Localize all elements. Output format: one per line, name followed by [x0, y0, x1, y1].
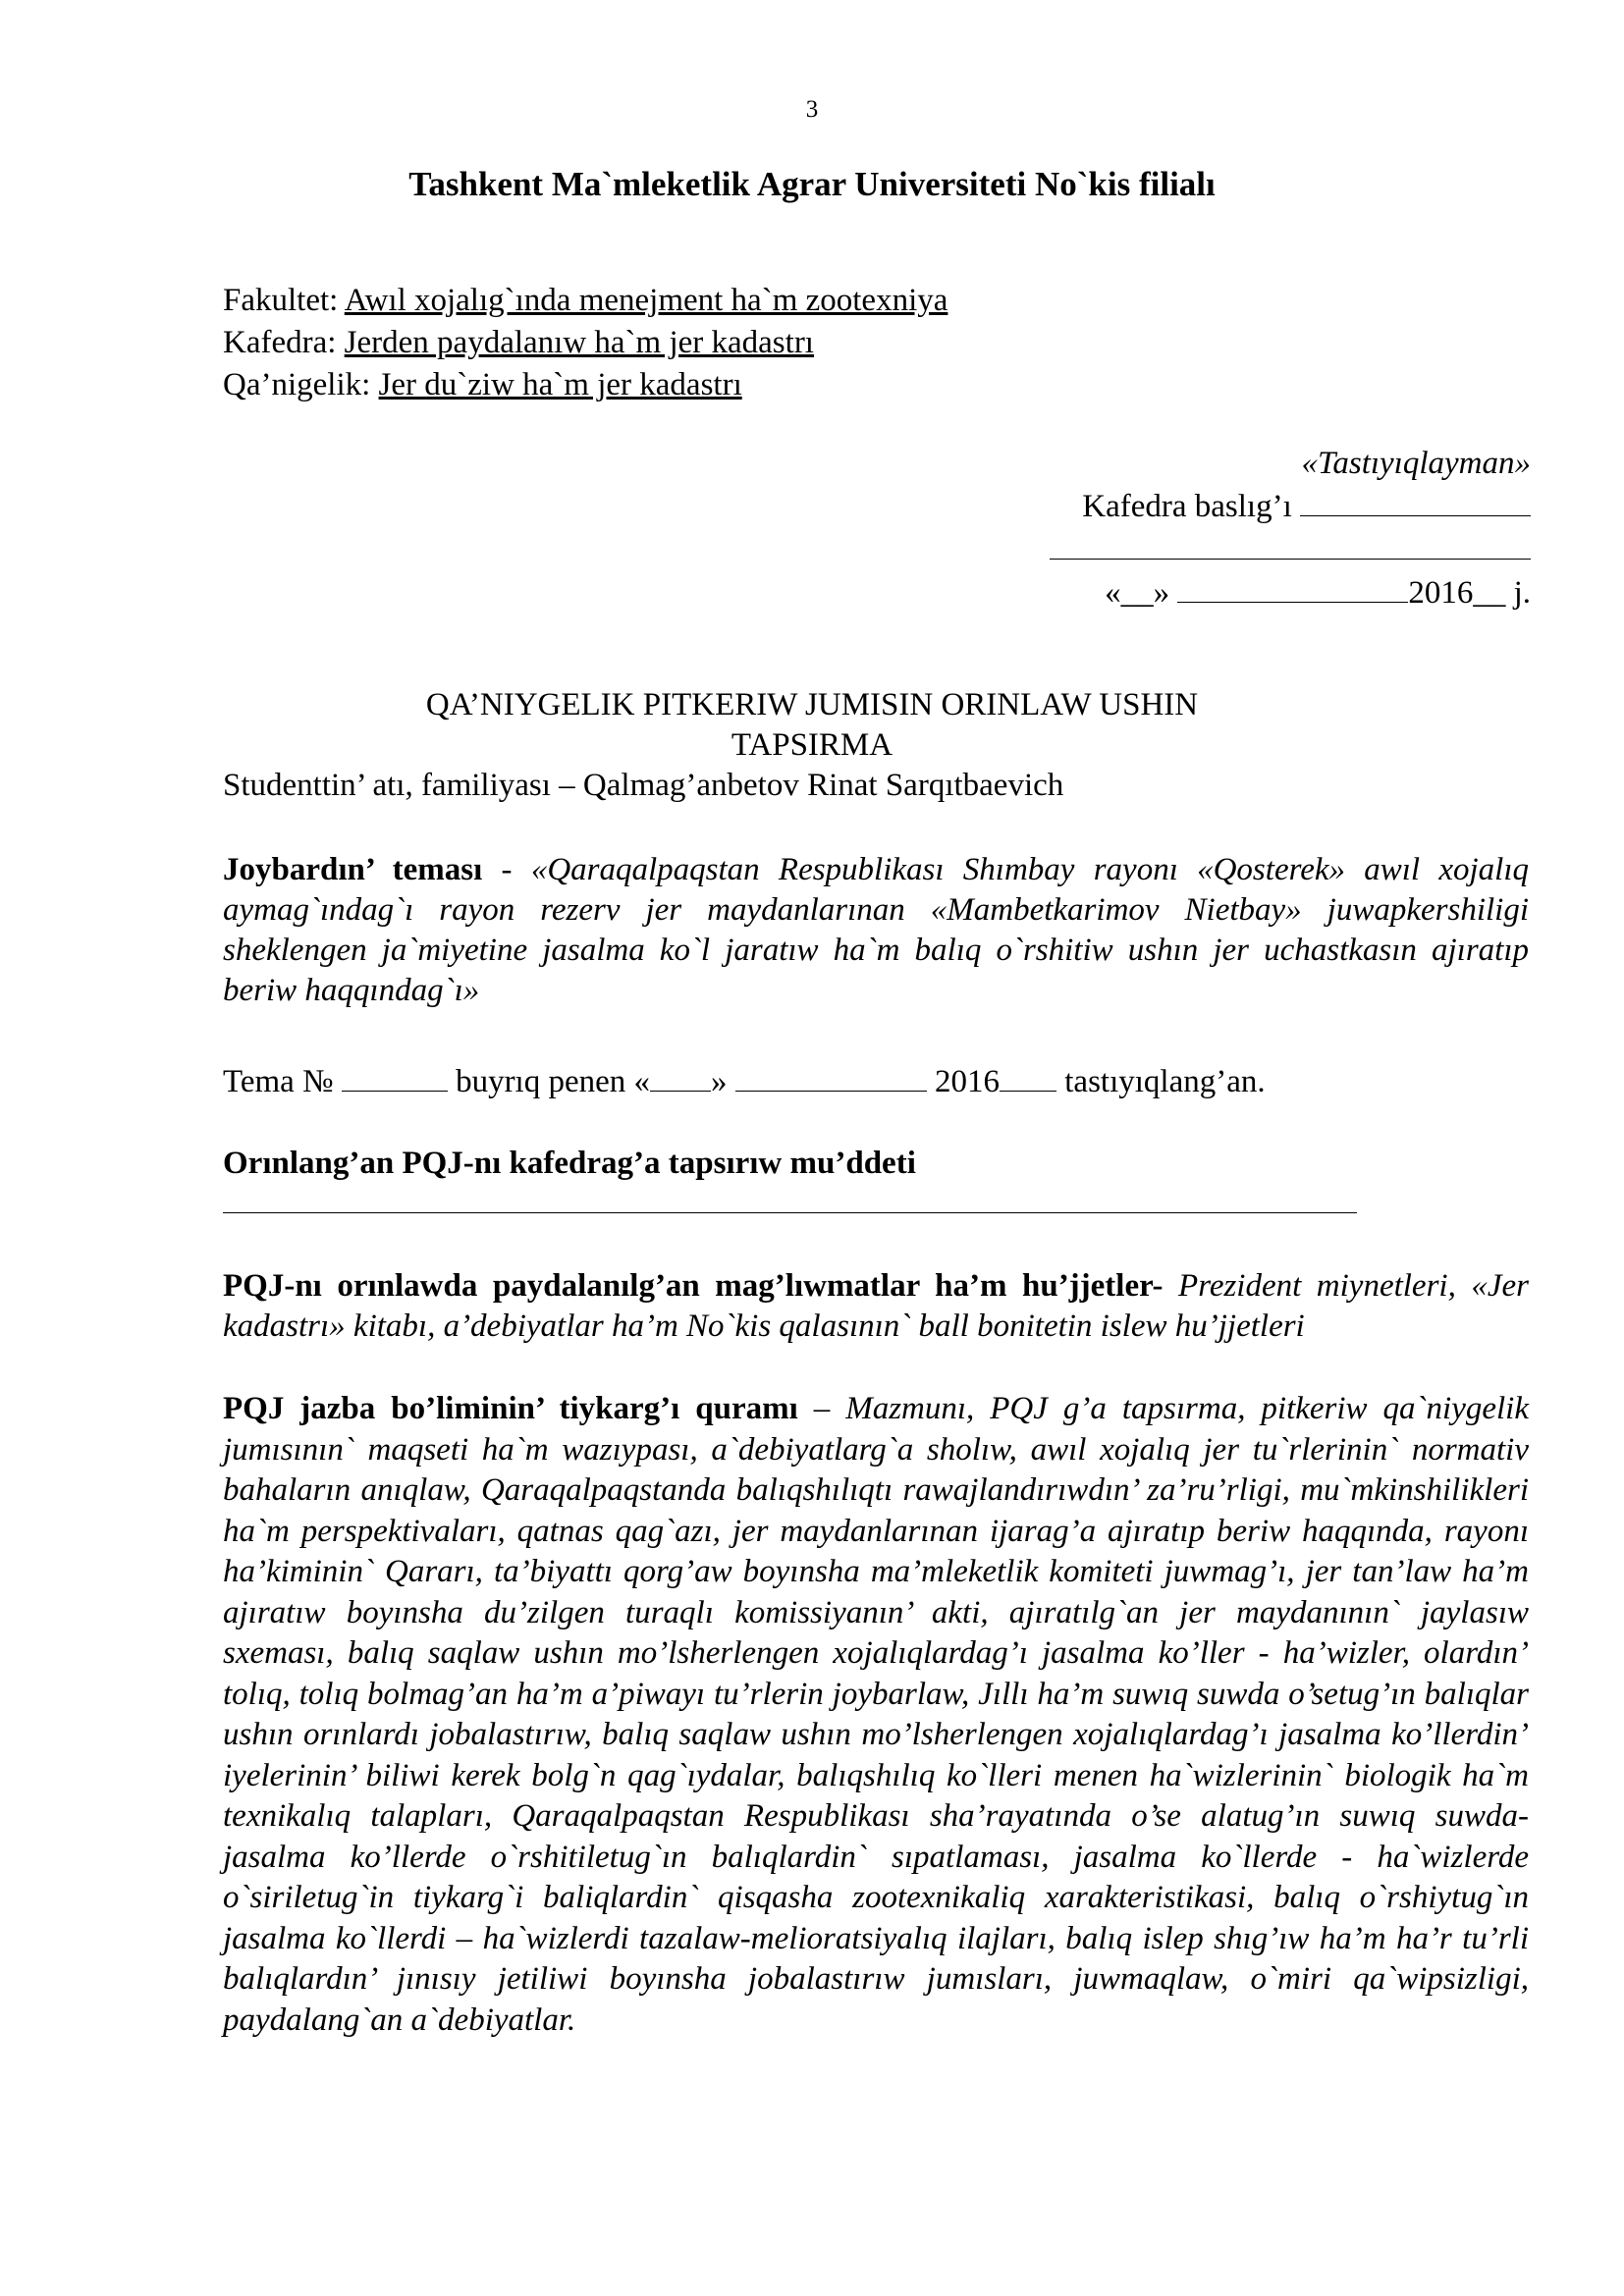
approval-block — [1020, 442, 1531, 614]
approve-text: «Tastıyıqlayman» — [1301, 446, 1531, 481]
month-blank — [1177, 578, 1408, 603]
specialty-line — [223, 364, 947, 406]
order-label: buyrıq penen « — [456, 1064, 651, 1099]
task-title-line1: QA’NIYGELIK PITKERIW JUMISIN ORINLAW USHIN — [425, 687, 1199, 722]
page-number: 3 — [805, 96, 819, 123]
faculty-value: Awıl xojalıg`ında menejment ha`m zootexniya — [344, 283, 948, 318]
order-close: » — [711, 1064, 728, 1099]
project-label: Joybardın’ teması — [223, 852, 483, 887]
month-blank-2 — [735, 1067, 927, 1092]
theme-number-blank — [342, 1067, 448, 1092]
composition-paragraph — [223, 1389, 1529, 2041]
sources-paragraph — [223, 1266, 1529, 1347]
theme-suffix: tastıyıqlang’an. — [1064, 1064, 1266, 1099]
name-blank — [1050, 533, 1531, 560]
head-label: Kafedra baslıg’ı — [1082, 489, 1292, 524]
composition-label: PQJ jazba bo’liminin’ tiykarg’ı quramı — [223, 1391, 798, 1426]
project-text: «Qaraqalpaqstan Respublikası Shımbay rayonı «Qosterek» awıl xojalıq aymag`ındag`ı rayon rezerv jer maydanlarınan «Mambetkarimov Nietbay» juwapkershiligi sheklengen ja`miyetine jasalma ko`l jaratıw ha`m balıq o`rshitiw ushın jer uchastkasın ajıratıp beriw haqqındag`ı» — [223, 852, 1530, 1008]
theme-approval-line — [223, 1062, 1529, 1102]
signature-blank — [1300, 492, 1531, 516]
day-blank — [650, 1067, 711, 1092]
task-title-line2: TAPSIRMA — [731, 727, 893, 763]
meta-block — [223, 280, 947, 406]
faculty-label: Fakultet: — [223, 283, 339, 318]
project-dash: - — [482, 852, 531, 887]
deadline-line — [223, 1212, 1357, 1213]
department-label: Kafedra: — [223, 325, 337, 360]
department-line — [223, 322, 947, 364]
sources-label: PQJ-nı orınlawda paydalanılg’an mag’lıwmatlar ha’m hu’jjetler- — [223, 1268, 1164, 1304]
year-blank — [1000, 1067, 1056, 1092]
project-theme — [223, 850, 1529, 1011]
student-name: Studenttin’ atı, familiyası – Qalmag’anbetov Rinat Sarqıtbaevich — [223, 768, 1064, 803]
specialty-label: Qa’nigelik: — [223, 367, 371, 402]
department-value: Jerden paydalanıw ha`m jer kadastrı — [344, 325, 814, 360]
date-open: «__» — [1105, 575, 1170, 611]
theme-prefix: Tema № — [223, 1064, 334, 1099]
deadline-label: Orınlang’an PQJ-nı kafedrag’a tapsırıw mu’ddeti — [223, 1146, 916, 1181]
theme-year: 2016 — [935, 1064, 1001, 1099]
composition-text: – Mazmunı, PQJ g’a tapsırma, pitkeriw qa`niygelik jumısının` maqseti ha`m wazıypası, a`debiyatlarg`a sholıw, awıl xojalıq jer tu`rlerinin` normativ bahaların anıqlaw, Qaraqalpaqstanda balıqshılıqtı rawajlandırıwdın’ za’ru’rligi, mu`mkinshilikleri ha`m perspektivaları, qatnas qag`azı, jer maydanlarınan ijarag’a ajıratıp beriw haqqında, rayonı ha’kiminin` Qararı, ta’biyattı qorg’aw boyınsha ma’mleketlik komiteti juwmag’ı, jer tan’law ha’m ajıratıw boyınsha du’zilgen turaqlı komissiyanın’ akti, ajıratılg`an jer maydanının` jaylasıw sxeması, balıq saqlaw ushın mo’lsherlengen xojalıqlardag’ı jasalma ko’ller - ha’wizler, olardın’ tolıq, tolıq bolmag’an ha’m a’piwayı tu’rlerin joybarlaw, Jıllı ha’m suwıq suwda o’setug’ın balıqlar ushın orınlardı jobalastırıw, balıq saqlaw ushın mo’lsherlengen xojalıqlardag’ı jasalma ko’llerdin’ iyelerinin’ biliwi kerek bolg`n qag`ıydalar, balıqshılıq ko`lleri menen ha`wizlerinin` biologik ha`m texnikalıq talapları, Qaraqalpaqstan Respublikası sha’rayatında o’se alatug’ın suwıq suwda- jasalma ko’llerde o`rshitiletug`ın balıqlardin` sıpatlaması, jasalma ko`llerde - ha`wizlerde o`siriletug`in tiykarg`i baliqlardin` qisqasha zootexnikaliq xarakteristikasi, balıq o`rshiytug`ın jasalma ko`llerdi – ha`wizlerdi tazalaw-melioratsiyalıq ilajları, balıq islep shıg’ıw ha’m ha’r tu’rli balıqlardın’ jınısıy jetiliwi boyınsha jobalastırıw jumısları, juwmaqlaw, o`miri qa`wipsizligi, paydalang`an a`debiyatlar. — [223, 1391, 1529, 2038]
specialty-value: Jer du`ziw ha`m jer kadastrı — [378, 367, 742, 402]
faculty-line — [223, 280, 947, 322]
university-title: Tashkent Ma`mleketlik Agrar Universiteti No`kis filialı — [408, 165, 1216, 203]
sources-text: Prezident miynetleri, «Jer kadastrı» kitabı, a’debiyatlar ha’m No`kis qalasının` ball bonitetin islew hu’jjetleri — [223, 1268, 1529, 1344]
date-year: 2016__ j. — [1408, 575, 1531, 611]
